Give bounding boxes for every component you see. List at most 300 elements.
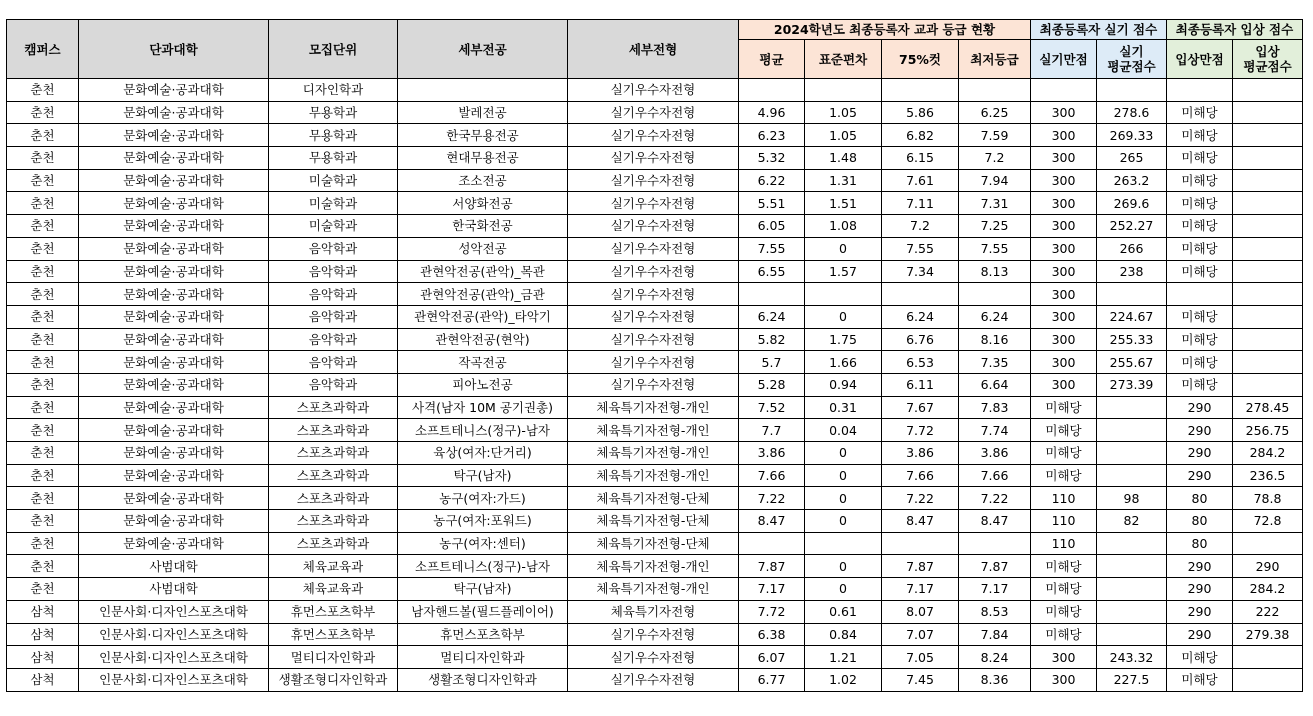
table-row: [7, 351, 1303, 374]
unit-cell: 미술학과: [269, 192, 398, 215]
major-cell: 사격(남자 10M 공기권총): [398, 396, 568, 419]
campus-cell: 춘천: [7, 351, 79, 374]
award-max-cell: 미해당: [1167, 237, 1233, 260]
table-row: [7, 464, 1303, 487]
practical-max-cell: 미해당: [1031, 623, 1097, 646]
header-avg: 평균: [739, 40, 805, 79]
header-award-avg-line1: 입상: [1255, 44, 1280, 59]
college-cell: 인문사회·디자인스포츠대학: [79, 600, 269, 623]
cut75-cell: 7.72: [882, 419, 959, 442]
practical-max-cell: 300: [1031, 646, 1097, 669]
std-cell: 0.31: [805, 396, 882, 419]
table-row: [7, 237, 1303, 260]
college-cell: 문화예술·공과대학: [79, 124, 269, 147]
std-cell: 1.08: [805, 215, 882, 238]
practical-max-cell: 300: [1031, 351, 1097, 374]
unit-cell: 스포츠과학과: [269, 464, 398, 487]
award-max-cell: 미해당: [1167, 124, 1233, 147]
cut75-cell: 6.11: [882, 373, 959, 396]
track-cell: 실기우수자전형: [568, 192, 739, 215]
practical-max-cell: 미해당: [1031, 600, 1097, 623]
avg-cell: 6.23: [739, 124, 805, 147]
std-cell: [805, 283, 882, 306]
college-cell: 사범대학: [79, 578, 269, 601]
campus-cell: 춘천: [7, 147, 79, 170]
track-cell: 실기우수자전형: [568, 373, 739, 396]
unit-cell: 스포츠과학과: [269, 419, 398, 442]
lowest-cell: 7.22: [959, 487, 1031, 510]
campus-cell: 춘천: [7, 510, 79, 533]
unit-cell: 무용학과: [269, 147, 398, 170]
lowest-cell: 8.13: [959, 260, 1031, 283]
practical-avg-cell: 252.27: [1097, 215, 1167, 238]
unit-cell: 휴먼스포츠학부: [269, 623, 398, 646]
lowest-cell: 7.31: [959, 192, 1031, 215]
practical-avg-cell: 278.6: [1097, 101, 1167, 124]
major-cell: 생활조형디자인학과: [398, 668, 568, 691]
std-cell: 0: [805, 464, 882, 487]
campus-cell: 춘천: [7, 283, 79, 306]
lowest-cell: 8.24: [959, 646, 1031, 669]
lowest-cell: 7.74: [959, 419, 1031, 442]
avg-cell: 6.38: [739, 623, 805, 646]
award-avg-cell: [1233, 169, 1303, 192]
std-cell: 1.75: [805, 328, 882, 351]
std-cell: 0.04: [805, 419, 882, 442]
major-cell: 발레전공: [398, 101, 568, 124]
college-cell: 문화예술·공과대학: [79, 101, 269, 124]
lowest-cell: [959, 532, 1031, 555]
table-row: [7, 532, 1303, 555]
table-row: [7, 283, 1303, 306]
std-cell: 0.61: [805, 600, 882, 623]
practical-max-cell: 미해당: [1031, 555, 1097, 578]
practical-max-cell: 300: [1031, 668, 1097, 691]
award-avg-cell: 256.75: [1233, 419, 1303, 442]
unit-cell: 생활조형디자인학과: [269, 668, 398, 691]
unit-cell: 무용학과: [269, 124, 398, 147]
practical-avg-cell: 238: [1097, 260, 1167, 283]
table-row: [7, 600, 1303, 623]
track-cell: 체육특기자전형-개인: [568, 464, 739, 487]
college-cell: 문화예술·공과대학: [79, 464, 269, 487]
unit-cell: 음악학과: [269, 305, 398, 328]
track-cell: 실기우수자전형: [568, 169, 739, 192]
avg-cell: 8.47: [739, 510, 805, 533]
avg-cell: 6.24: [739, 305, 805, 328]
cut75-cell: 7.66: [882, 464, 959, 487]
header-award-avg-line2: 평균점수: [1243, 59, 1292, 74]
practical-max-cell: 300: [1031, 147, 1097, 170]
college-cell: 문화예술·공과대학: [79, 419, 269, 442]
award-avg-cell: 290: [1233, 555, 1303, 578]
std-cell: 0: [805, 237, 882, 260]
track-cell: 체육특기자전형-개인: [568, 442, 739, 465]
award-max-cell: 미해당: [1167, 305, 1233, 328]
college-cell: 문화예술·공과대학: [79, 442, 269, 465]
practical-avg-cell: [1097, 396, 1167, 419]
practical-avg-cell: 255.33: [1097, 328, 1167, 351]
std-cell: 0.84: [805, 623, 882, 646]
cut75-cell: 7.11: [882, 192, 959, 215]
table-row: [7, 192, 1303, 215]
unit-cell: 음악학과: [269, 373, 398, 396]
avg-cell: 6.77: [739, 668, 805, 691]
college-cell: 문화예술·공과대학: [79, 396, 269, 419]
college-cell: 문화예술·공과대학: [79, 305, 269, 328]
unit-cell: 휴먼스포츠학부: [269, 600, 398, 623]
award-avg-cell: [1233, 192, 1303, 215]
college-cell: 문화예술·공과대학: [79, 147, 269, 170]
avg-cell: 6.07: [739, 646, 805, 669]
table-row: [7, 260, 1303, 283]
award-avg-cell: 78.8: [1233, 487, 1303, 510]
table-row: [7, 668, 1303, 691]
avg-cell: 6.22: [739, 169, 805, 192]
college-cell: 문화예술·공과대학: [79, 283, 269, 306]
track-cell: 실기우수자전형: [568, 124, 739, 147]
award-avg-cell: 284.2: [1233, 442, 1303, 465]
practical-avg-cell: [1097, 442, 1167, 465]
header-practical-avg-line1: 실기: [1119, 44, 1144, 59]
award-max-cell: 미해당: [1167, 373, 1233, 396]
major-cell: 탁구(남자): [398, 464, 568, 487]
major-cell: 탁구(남자): [398, 578, 568, 601]
practical-avg-cell: 265: [1097, 147, 1167, 170]
major-cell: 남자핸드볼(필드플레이어): [398, 600, 568, 623]
major-cell: 육상(여자:단거리): [398, 442, 568, 465]
track-cell: 실기우수자전형: [568, 215, 739, 238]
campus-cell: 춘천: [7, 328, 79, 351]
std-cell: 1.05: [805, 124, 882, 147]
college-cell: 문화예술·공과대학: [79, 532, 269, 555]
track-cell: 체육특기자전형-단체: [568, 487, 739, 510]
campus-cell: 춘천: [7, 215, 79, 238]
award-max-cell: 290: [1167, 623, 1233, 646]
header-award-avg: [1233, 40, 1303, 79]
award-avg-cell: [1233, 646, 1303, 669]
practical-max-cell: 미해당: [1031, 578, 1097, 601]
avg-cell: 7.87: [739, 555, 805, 578]
table-row: [7, 578, 1303, 601]
practical-max-cell: [1031, 79, 1097, 102]
campus-cell: 춘천: [7, 464, 79, 487]
practical-avg-cell: [1097, 623, 1167, 646]
cut75-cell: 7.34: [882, 260, 959, 283]
award-max-cell: 80: [1167, 532, 1233, 555]
cut75-cell: 8.47: [882, 510, 959, 533]
unit-cell: 스포츠과학과: [269, 532, 398, 555]
award-avg-cell: 278.45: [1233, 396, 1303, 419]
major-cell: 농구(여자:포워드): [398, 510, 568, 533]
college-cell: 문화예술·공과대학: [79, 215, 269, 238]
cut75-cell: 7.07: [882, 623, 959, 646]
college-cell: 사범대학: [79, 555, 269, 578]
campus-cell: 춘천: [7, 169, 79, 192]
table-row: [7, 169, 1303, 192]
track-cell: 실기우수자전형: [568, 101, 739, 124]
lowest-cell: 7.83: [959, 396, 1031, 419]
campus-cell: 춘천: [7, 373, 79, 396]
lowest-cell: 7.59: [959, 124, 1031, 147]
lowest-cell: 8.36: [959, 668, 1031, 691]
practical-max-cell: 300: [1031, 192, 1097, 215]
lowest-cell: 6.25: [959, 101, 1031, 124]
unit-cell: 음악학과: [269, 328, 398, 351]
table-row: [7, 79, 1303, 102]
std-cell: 0.94: [805, 373, 882, 396]
award-max-cell: 미해당: [1167, 147, 1233, 170]
lowest-cell: 6.64: [959, 373, 1031, 396]
std-cell: [805, 532, 882, 555]
campus-cell: 춘천: [7, 532, 79, 555]
practical-max-cell: 300: [1031, 283, 1097, 306]
unit-cell: 디자인학과: [269, 79, 398, 102]
practical-avg-cell: 98: [1097, 487, 1167, 510]
major-cell: 소프트테니스(정구)-남자: [398, 419, 568, 442]
std-cell: 0: [805, 487, 882, 510]
practical-avg-cell: 227.5: [1097, 668, 1167, 691]
major-cell: [398, 79, 568, 102]
header-group-practical: 최종등록자 실기 점수: [1031, 20, 1167, 40]
college-cell: 문화예술·공과대학: [79, 192, 269, 215]
table-row: [7, 215, 1303, 238]
avg-cell: 3.86: [739, 442, 805, 465]
campus-cell: 춘천: [7, 101, 79, 124]
unit-cell: 멀티디자인학과: [269, 646, 398, 669]
avg-cell: 6.55: [739, 260, 805, 283]
lowest-cell: 7.94: [959, 169, 1031, 192]
table-row: [7, 555, 1303, 578]
award-max-cell: 미해당: [1167, 215, 1233, 238]
header-practical-avg: [1097, 40, 1167, 79]
college-cell: 문화예술·공과대학: [79, 487, 269, 510]
cut75-cell: 6.15: [882, 147, 959, 170]
track-cell: 체육특기자전형-단체: [568, 532, 739, 555]
award-max-cell: 미해당: [1167, 646, 1233, 669]
header-track: 세부전형: [568, 20, 739, 79]
table-row: [7, 419, 1303, 442]
campus-cell: 춘천: [7, 260, 79, 283]
avg-cell: 7.22: [739, 487, 805, 510]
college-cell: 인문사회·디자인스포츠대학: [79, 623, 269, 646]
award-max-cell: 미해당: [1167, 351, 1233, 374]
unit-cell: 음악학과: [269, 283, 398, 306]
avg-cell: 7.52: [739, 396, 805, 419]
practical-avg-cell: 266: [1097, 237, 1167, 260]
award-max-cell: 290: [1167, 464, 1233, 487]
unit-cell: 체육교육과: [269, 578, 398, 601]
practical-max-cell: 300: [1031, 305, 1097, 328]
cut75-cell: 7.2: [882, 215, 959, 238]
cut75-cell: 3.86: [882, 442, 959, 465]
major-cell: 농구(여자:가드): [398, 487, 568, 510]
track-cell: 실기우수자전형: [568, 79, 739, 102]
std-cell: 1.66: [805, 351, 882, 374]
table-body: [7, 79, 1303, 692]
table-row: [7, 373, 1303, 396]
college-cell: 문화예술·공과대학: [79, 169, 269, 192]
practical-max-cell: 미해당: [1031, 396, 1097, 419]
practical-avg-cell: 269.6: [1097, 192, 1167, 215]
award-max-cell: 미해당: [1167, 169, 1233, 192]
award-avg-cell: [1233, 351, 1303, 374]
major-cell: 휴먼스포츠학부: [398, 623, 568, 646]
cut75-cell: 6.82: [882, 124, 959, 147]
award-max-cell: 290: [1167, 419, 1233, 442]
practical-avg-cell: 255.67: [1097, 351, 1167, 374]
award-max-cell: 미해당: [1167, 260, 1233, 283]
table-row: [7, 623, 1303, 646]
track-cell: 실기우수자전형: [568, 147, 739, 170]
admissions-table: [6, 19, 1303, 692]
lowest-cell: 7.87: [959, 555, 1031, 578]
campus-cell: 삼척: [7, 623, 79, 646]
major-cell: 관현악전공(관악)_금관: [398, 283, 568, 306]
std-cell: 0: [805, 305, 882, 328]
practical-max-cell: 300: [1031, 101, 1097, 124]
award-avg-cell: [1233, 79, 1303, 102]
avg-cell: [739, 79, 805, 102]
unit-cell: 스포츠과학과: [269, 396, 398, 419]
practical-avg-cell: 273.39: [1097, 373, 1167, 396]
campus-cell: 삼척: [7, 646, 79, 669]
award-avg-cell: [1233, 328, 1303, 351]
track-cell: 체육특기자전형-개인: [568, 578, 739, 601]
unit-cell: 음악학과: [269, 260, 398, 283]
track-cell: 실기우수자전형: [568, 351, 739, 374]
major-cell: 관현악전공(관악)_타악기: [398, 305, 568, 328]
award-avg-cell: [1233, 124, 1303, 147]
cut75-cell: [882, 283, 959, 306]
track-cell: 체육특기자전형-개인: [568, 396, 739, 419]
award-avg-cell: [1233, 215, 1303, 238]
practical-avg-cell: 269.33: [1097, 124, 1167, 147]
practical-avg-cell: [1097, 600, 1167, 623]
campus-cell: 춘천: [7, 237, 79, 260]
practical-avg-cell: 263.2: [1097, 169, 1167, 192]
cut75-cell: 8.07: [882, 600, 959, 623]
practical-avg-cell: [1097, 578, 1167, 601]
std-cell: 1.57: [805, 260, 882, 283]
practical-max-cell: 300: [1031, 237, 1097, 260]
avg-cell: 6.05: [739, 215, 805, 238]
award-max-cell: 80: [1167, 510, 1233, 533]
award-max-cell: 미해당: [1167, 668, 1233, 691]
header-practical-avg-line2: 평균점수: [1107, 59, 1156, 74]
std-cell: 1.51: [805, 192, 882, 215]
table-row: [7, 487, 1303, 510]
award-max-cell: [1167, 283, 1233, 306]
avg-cell: 5.82: [739, 328, 805, 351]
practical-max-cell: 110: [1031, 510, 1097, 533]
avg-cell: 7.17: [739, 578, 805, 601]
header-campus: 캠퍼스: [7, 20, 79, 79]
cut75-cell: 6.76: [882, 328, 959, 351]
cut75-cell: 7.05: [882, 646, 959, 669]
college-cell: 문화예술·공과대학: [79, 237, 269, 260]
cut75-cell: 7.17: [882, 578, 959, 601]
unit-cell: 체육교육과: [269, 555, 398, 578]
campus-cell: 삼척: [7, 600, 79, 623]
avg-cell: 7.72: [739, 600, 805, 623]
track-cell: 실기우수자전형: [568, 646, 739, 669]
campus-cell: 춘천: [7, 124, 79, 147]
practical-max-cell: 110: [1031, 532, 1097, 555]
unit-cell: 음악학과: [269, 237, 398, 260]
major-cell: 성악전공: [398, 237, 568, 260]
award-max-cell: 290: [1167, 555, 1233, 578]
lowest-cell: 6.24: [959, 305, 1031, 328]
header-std: 표준편차: [805, 40, 882, 79]
lowest-cell: 7.35: [959, 351, 1031, 374]
track-cell: 실기우수자전형: [568, 623, 739, 646]
campus-cell: 춘천: [7, 555, 79, 578]
lowest-cell: 7.66: [959, 464, 1031, 487]
award-avg-cell: [1233, 668, 1303, 691]
header-lowest: 최저등급: [959, 40, 1031, 79]
header-cut75: 75%컷: [882, 40, 959, 79]
award-avg-cell: 284.2: [1233, 578, 1303, 601]
header-unit: 모집단위: [269, 20, 398, 79]
campus-cell: 삼척: [7, 668, 79, 691]
track-cell: 실기우수자전형: [568, 237, 739, 260]
lowest-cell: [959, 283, 1031, 306]
college-cell: 문화예술·공과대학: [79, 260, 269, 283]
header-college: 단과대학: [79, 20, 269, 79]
cut75-cell: 7.45: [882, 668, 959, 691]
avg-cell: 7.7: [739, 419, 805, 442]
unit-cell: 스포츠과학과: [269, 442, 398, 465]
avg-cell: 5.7: [739, 351, 805, 374]
lowest-cell: 7.55: [959, 237, 1031, 260]
std-cell: [805, 79, 882, 102]
std-cell: 0: [805, 442, 882, 465]
unit-cell: 무용학과: [269, 101, 398, 124]
practical-avg-cell: [1097, 464, 1167, 487]
award-max-cell: 290: [1167, 578, 1233, 601]
major-cell: 소프트테니스(정구)-남자: [398, 555, 568, 578]
campus-cell: 춘천: [7, 419, 79, 442]
std-cell: 0: [805, 555, 882, 578]
cut75-cell: 6.24: [882, 305, 959, 328]
avg-cell: 5.28: [739, 373, 805, 396]
header-practical-max: 실기만점: [1031, 40, 1097, 79]
award-max-cell: 80: [1167, 487, 1233, 510]
college-cell: 문화예술·공과대학: [79, 328, 269, 351]
cut75-cell: [882, 79, 959, 102]
cut75-cell: 6.53: [882, 351, 959, 374]
award-max-cell: 미해당: [1167, 101, 1233, 124]
lowest-cell: 8.16: [959, 328, 1031, 351]
table-row: [7, 510, 1303, 533]
practical-max-cell: 미해당: [1031, 419, 1097, 442]
major-cell: 한국화전공: [398, 215, 568, 238]
track-cell: 체육특기자전형-개인: [568, 419, 739, 442]
avg-cell: 5.51: [739, 192, 805, 215]
campus-cell: 춘천: [7, 79, 79, 102]
table-row: [7, 442, 1303, 465]
track-cell: 체육특기자전형: [568, 600, 739, 623]
college-cell: 문화예술·공과대학: [79, 510, 269, 533]
track-cell: 실기우수자전형: [568, 305, 739, 328]
unit-cell: 미술학과: [269, 215, 398, 238]
award-max-cell: 290: [1167, 600, 1233, 623]
track-cell: 실기우수자전형: [568, 283, 739, 306]
practical-avg-cell: [1097, 555, 1167, 578]
practical-avg-cell: [1097, 283, 1167, 306]
cut75-cell: 7.22: [882, 487, 959, 510]
